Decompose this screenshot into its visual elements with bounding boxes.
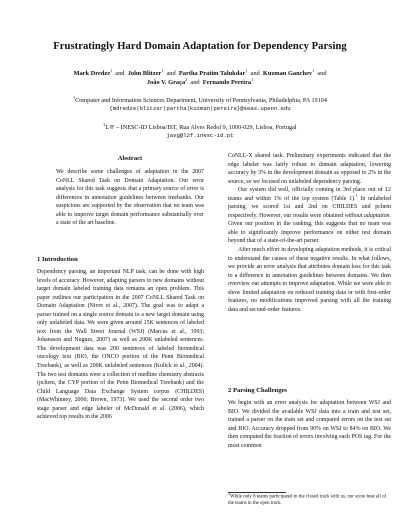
footnote-ref: 1 <box>355 192 358 198</box>
affil-mark: 1 <box>73 94 76 100</box>
author-affil-mark: 1 <box>110 67 113 73</box>
section-heading-introduction: 1 Introduction <box>37 256 78 263</box>
email-1: {mdredze|blitzer|partha|kuzman|pereira}@seas.upenn.edu <box>109 105 291 113</box>
author-line-2: João V. Graça$^2$ and Fernando Pereira$^1$ <box>146 76 254 86</box>
paper-title: Frustratingly Hard Domain Adaptation for Dependency Parsing <box>53 41 347 52</box>
author-affil-mark: 1 <box>251 76 254 82</box>
author-line-1: Mark Dredze$^1$ and John Blitzer$^1$ and Partha Pratim Talukdar$^1$ and Kuzman Ganchev$^1$ and <box>73 67 327 77</box>
footnote-divider <box>228 492 286 493</box>
paragraph: CoNLL-X shared task. Preliminary experiments indicated that the edge labeler was fairly robust to domain adaptation, lowering accuracy by 3% in the development domain as opposed to 2% in the source, so we focused on unlabeled dependency parsing. <box>228 153 391 185</box>
affiliation-text: L²F – INESC-ID Lisboa/IST, Rua Alves Redol 9, 1000-029, Lisboa, Portugal <box>105 124 297 131</box>
author-name: John Blitzer <box>127 70 162 77</box>
affiliation-2 <box>0 121 400 140</box>
author-affil-mark: 2 <box>185 76 188 82</box>
affiliation-text: Computer and Information Sciences Department, University of Pennsylvania, Philadelphia, PA 19104 <box>75 97 327 104</box>
paragraph: Our system did well, officially coming in 3rd place out of 12 teams and within 1% of the top system (Table 1).$^1$ In unlabeled parsing, we scored 1st and 2nd on CHILDES and pchem respectively. However, our results were obtained without adaptation. Given our position in the ranking, this suggests that no team was able to significantly improve performance on either test domain beyond that of a state-of-the-art parser. <box>228 187 391 245</box>
email-2: javg@l2f.inesc-id.pt <box>166 132 234 140</box>
affil-mark: 2 <box>103 121 106 127</box>
author-name: Fernando Pereira <box>202 78 252 86</box>
affiliation-1 <box>0 94 400 113</box>
introduction-paragraph: Dependency parsing, an important NLP task, can be done with high levels of accuracy. However, adapting parsers to new domains without target domain labeled training data remains an open problem. This paper outlines our participation in the 2007 CoNLL Shared Task on Domain Adaptation (Nivre et al., 2007). The goal was to adapt a parser trained on a single source domain to a new target domain using only unlabeled data. We were given around 15K sentences of labeled text from the Wall Street Journal (WSJ) (Marcus et al., 1993; Johansson and Nugues, 2007) as well as 200K unlabeled sentences. The development data was 200 sentences of labeled biomedical oncology text (BIO, the ONCO portion of the Penn Biomedical Treebank), as well as 200K unlabeled sentences (Kulick et al., 2004). The two test domains were a collection of medline chemistry abstracts (pchem, the CYP portion of the Penn Biomedical Treebank) and the Child Language Data Exchange System corpus (CHILDES) (MacWhinney, 2000; Brown, 1973). We used the second order two stage parser and edge labeler of McDonald et al. (2006), which achieved top results in the 2006 <box>37 269 204 421</box>
footnote-text: While only 8 teams participated in the closed track with us, our score beat all of the teams in the open track. <box>228 494 387 506</box>
author-name: Kuzman Ganchev <box>262 70 313 77</box>
footnote <box>228 491 391 507</box>
abstract-heading: Abstract <box>117 155 143 162</box>
section-heading-parsing-challenges: 2 Parsing Challenges <box>228 387 287 394</box>
author-affil-mark: 1 <box>312 67 315 73</box>
abstract-text: We describe some challenges of adaptation in the 2007 CoNLL Shared Task on Domain Adaptation. Our error analysis for this task suggests that a primary source of error is differences in annotation guidelines between treebanks. Our suspicions are supported by the observation that no team was able to improve target domain performance substantially over a state of the art baseline. <box>56 169 204 226</box>
footnote-mark: 1 <box>228 491 230 496</box>
author-affil-mark: 1 <box>161 67 164 73</box>
paragraph: After much effort in developing adaptation methods, it is critical to understand the causes of these negative results. In what follows, we provide an error analysis that attributes domain loss for this task to a difference in annotation guidelines between domains. We then overview our attempts to improve adaptation. While we were able to show limited adaptation on reduced training data or with first-order features, no modifications improved parsing with all the training data and second-order features. <box>228 247 391 313</box>
right-column-body <box>228 152 391 314</box>
author-list <box>0 67 400 87</box>
author-affil-mark: 1 <box>245 67 248 73</box>
author-name: João V. Graça <box>146 78 186 86</box>
parsing-challenges-paragraph: We begin with an error analysis for adaptation between WSJ and BIO. We divided the available WSJ data into a train and test set, trained a parser on the train set and compared errors on the test set and BIO. Accuracy dropped from 90% on WSJ to 84% on BIO. We then computed the fraction of errors involving each POS tag. For the most common <box>228 400 391 449</box>
author-name: Partha Pratim Talukdar <box>178 70 246 77</box>
author-name: Mark Dredze <box>73 70 111 77</box>
